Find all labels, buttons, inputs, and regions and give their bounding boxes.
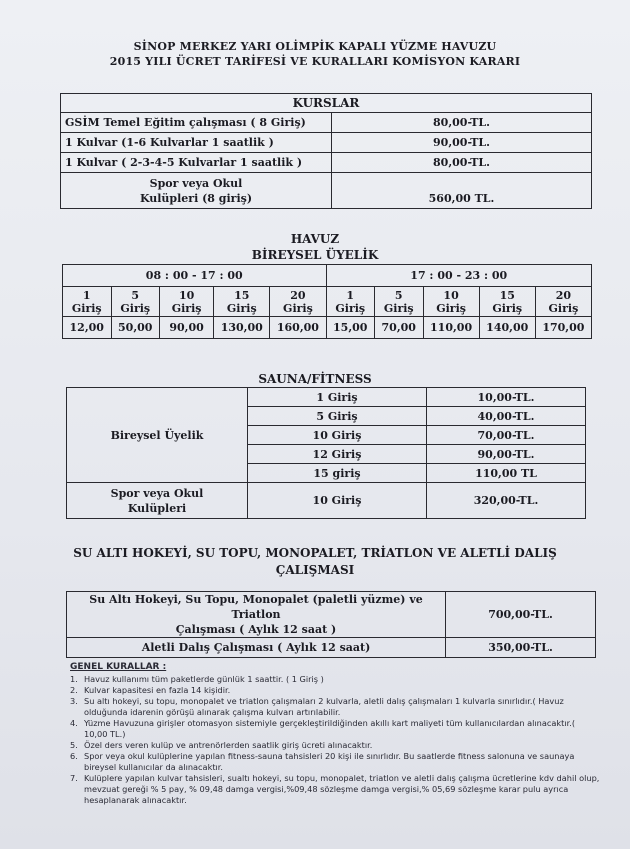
price-cell: 170,00 <box>535 317 591 339</box>
activity-label-line1: Su Altı Hokeyi, Su Topu, Monopalet (paletli yüzme) ve Triatlon <box>89 593 423 621</box>
course-price: 560,00 TL. <box>332 173 592 209</box>
rule-text: Su altı hokeyi, su topu, monopalet ve triatlon çalışmaları 2 kulvarla, aletli dalış çalışmaları 1 kulvarla sınırlıdır.( Havuz olduğunda idarenin görüşü alınarak çalışma kulvarı artırılabilir. <box>84 696 564 717</box>
table-row <box>67 592 596 638</box>
entry-count-header: 10 Giriş <box>423 287 479 317</box>
price-cell: 12,00 <box>63 317 112 339</box>
rules-title: GENEL KURALLAR : <box>70 662 167 672</box>
spor-label-line1: Spor veya Okul <box>149 176 243 190</box>
spor-label-line2: Kulüpleri (8 giriş) <box>139 191 253 205</box>
rule-number: 2. <box>70 685 78 695</box>
price-cell: 70,00-TL. <box>427 426 586 445</box>
entries-cell: 15 giriş <box>248 464 427 483</box>
sualti-table <box>66 591 596 658</box>
sualti-title-line2: ÇALIŞMASI <box>275 563 355 577</box>
price-cell: 110,00 TL <box>427 464 586 483</box>
rule-number: 1. <box>70 674 78 684</box>
price-cell: 50,00 <box>111 317 160 339</box>
rule-text: Özel ders veren kulüp ve antrenörlerden saatlik giriş ücreti alınacaktır. <box>84 740 373 750</box>
table-row <box>61 153 592 173</box>
entry-count-header: 5 Giriş <box>111 287 160 317</box>
sauna-table <box>66 387 586 519</box>
price-cell: 10,00-TL. <box>427 388 586 407</box>
entries-cell: 5 Giriş <box>248 407 427 426</box>
course-price: 80,00-TL. <box>332 113 592 133</box>
rule-number: 7. <box>70 773 78 783</box>
table-row <box>61 173 592 209</box>
rule-item <box>70 751 600 773</box>
course-price: 80,00-TL. <box>332 153 592 173</box>
spor-label <box>67 483 248 519</box>
course-label <box>61 173 332 209</box>
entries-cell: 10 Giriş <box>248 483 427 519</box>
activity-price: 350,00-TL. <box>446 638 596 658</box>
havuz-table <box>62 264 592 339</box>
table-row <box>67 483 586 519</box>
entry-count-header: 1 Giriş <box>326 287 375 317</box>
kurslar-table <box>60 93 592 209</box>
rule-item <box>70 740 600 751</box>
rule-item <box>70 685 600 696</box>
rule-item <box>70 696 600 718</box>
price-cell: 320,00-TL. <box>427 483 586 519</box>
price-cell: 70,00 <box>375 317 424 339</box>
rule-item <box>70 773 600 806</box>
rule-text: Kulvar kapasitesi en fazla 14 kişidir. <box>84 685 231 695</box>
spor-label-line1: Spor veya Okul <box>110 486 204 500</box>
price-cell: 140,00 <box>479 317 535 339</box>
activity-price: 700,00-TL. <box>446 592 596 638</box>
entry-count-header: 15 Giriş <box>214 287 270 317</box>
rules-list <box>70 674 600 806</box>
entry-count-header: 15 Giriş <box>479 287 535 317</box>
price-cell: 90,00-TL. <box>427 445 586 464</box>
course-label: GSİM Temel Eğitim çalışması ( 8 Giriş) <box>61 113 332 133</box>
entries-cell: 10 Giriş <box>248 426 427 445</box>
rule-text: Kulüplere yapılan kulvar tahsisleri, sualtı hokeyi, su topu, monopalet, triatlon ve aletli dalış çalışma ücretlerine kdv dahil olup, mevzuat gereği % 5 pay, % 09,48 damga vergisi,%09,48 sözleşme damga vergisi,% 05,69 sözleşme karar pulu ayrıca hesaplanarak alınacaktır. <box>84 773 600 805</box>
entries-cell: 1 Giriş <box>248 388 427 407</box>
general-rules <box>70 662 600 806</box>
rule-text: Havuz kullanımı tüm paketlerde günlük 1 saattir. ( 1 Giriş ) <box>84 674 324 684</box>
document-title: SİNOP MERKEZ YARI OLİMPİK KAPALI YÜZME HAVUZU <box>133 40 497 53</box>
rule-number: 3. <box>70 696 78 706</box>
entry-count-header: 10 Giriş <box>160 287 214 317</box>
rule-number: 4. <box>70 718 78 728</box>
table-row <box>63 287 592 317</box>
rule-text: Spor veya okul kulüplerine yapılan fitness-sauna tahsisleri 20 kişi ile sınırlıdır. Bu saatlerde fitness salonuna ve saunaya bireysel kullanıcılar da alınacaktır. <box>84 751 575 772</box>
entries-cell: 12 Giriş <box>248 445 427 464</box>
price-cell: 160,00 <box>270 317 326 339</box>
entry-count-header: 1 Giriş <box>63 287 112 317</box>
havuz-subtitle: BİREYSEL ÜYELİK <box>251 248 379 262</box>
rule-item <box>70 718 600 740</box>
rule-text: Yüzme Havuzuna girişler otomasyon sistemiyle gerçekleştirildiğinden akıllı kart maliyeti tüm kullanıcılardan alınacaktır.( 10,00 TL.) <box>84 718 576 739</box>
price-cell: 130,00 <box>214 317 270 339</box>
period-header: 08 : 00 - 17 : 00 <box>63 265 327 287</box>
table-row <box>61 113 592 133</box>
price-cell: 110,00 <box>423 317 479 339</box>
course-label: 1 Kulvar (1-6 Kulvarlar 1 saatlik ) <box>61 133 332 153</box>
course-label: 1 Kulvar ( 2-3-4-5 Kulvarlar 1 saatlik ) <box>61 153 332 173</box>
price-cell: 40,00-TL. <box>427 407 586 426</box>
kurslar-title: KURSLAR <box>61 94 592 113</box>
rule-item <box>70 674 600 685</box>
activity-label-line2: Çalışması ( Aylık 12 saat ) <box>175 623 337 636</box>
table-row <box>61 133 592 153</box>
activity-label <box>67 592 446 638</box>
sauna-title: SAUNA/FİTNESS <box>258 372 372 386</box>
entry-count-header: 20 Giriş <box>270 287 326 317</box>
rule-number: 5. <box>70 740 78 750</box>
document-subtitle: 2015 YILI ÜCRET TARİFESİ VE KURALLARI KOMİSYON KARARI <box>109 55 521 68</box>
spor-label-line2: Kulüpleri <box>127 501 187 515</box>
sualti-title: SU ALTI HOKEYİ, SU TOPU, MONOPALET, TRİATLON VE ALETLİ DALIŞ <box>73 546 557 560</box>
table-row <box>67 638 596 658</box>
bireysel-label: Bireysel Üyelik <box>67 388 248 483</box>
price-cell: 90,00 <box>160 317 214 339</box>
entry-count-header: 5 Giriş <box>375 287 424 317</box>
price-cell: 15,00 <box>326 317 375 339</box>
havuz-title: HAVUZ <box>290 232 340 246</box>
table-row <box>63 317 592 339</box>
rule-number: 6. <box>70 751 78 761</box>
period-header: 17 : 00 - 23 : 00 <box>326 265 592 287</box>
table-row <box>67 388 586 407</box>
course-price: 90,00-TL. <box>332 133 592 153</box>
entry-count-header: 20 Giriş <box>535 287 591 317</box>
activity-label: Aletli Dalış Çalışması ( Aylık 12 saat) <box>67 638 446 658</box>
